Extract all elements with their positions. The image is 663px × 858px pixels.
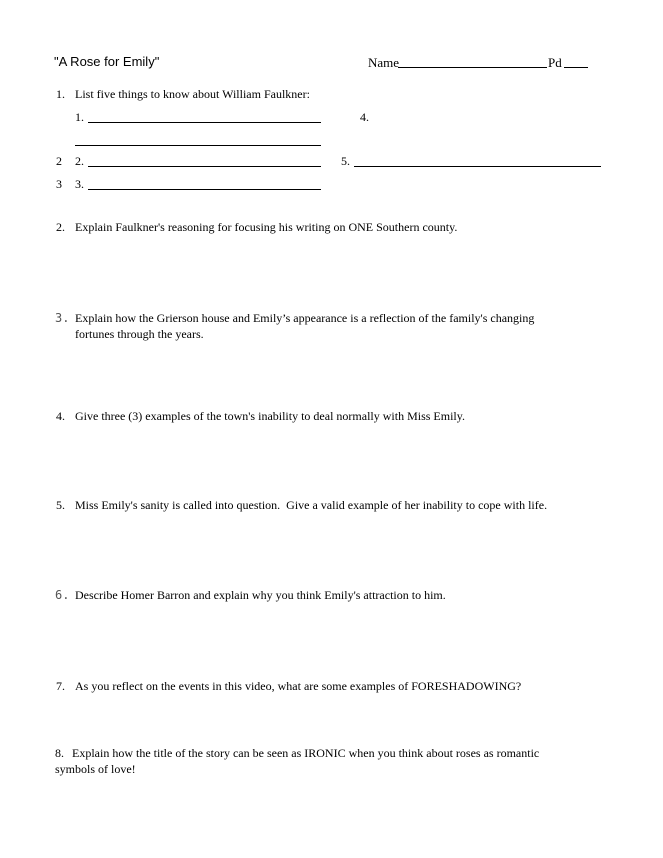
q3-prompt-line-2: fortunes through the years.: [75, 327, 204, 341]
worksheet-title: "A Rose for Emily": [54, 54, 160, 69]
q1-number: 1.: [56, 87, 65, 101]
q1-item-3-label: 3.: [75, 177, 84, 191]
q7-number: 7.: [56, 679, 65, 693]
q8-number: 8.: [55, 746, 64, 760]
period-field-line[interactable]: [564, 67, 588, 68]
period-label: Pd: [548, 55, 562, 70]
q1-margin-3: 3: [56, 177, 62, 191]
q6-prompt: Describe Homer Barron and explain why you think Emily's attraction to him.: [75, 588, 446, 602]
q1-item-3-line[interactable]: [88, 189, 321, 190]
q6-number: 6.: [55, 588, 70, 602]
q2-prompt: Explain Faulkner's reasoning for focusing his writing on ONE Southern county.: [75, 220, 458, 234]
q3-prompt-line-1: Explain how the Grierson house and Emily’s appearance is a reflection of the family's changing: [75, 311, 535, 325]
q8-prompt-line-1: Explain how the title of the story can be seen as IRONIC when you think about roses as romantic: [72, 746, 540, 760]
q1-item-2-line[interactable]: [88, 166, 321, 167]
q1-item-1-line[interactable]: [88, 122, 321, 123]
q3-number: 3.: [55, 311, 70, 325]
q1-prompt: List five things to know about William Faulkner:: [75, 87, 310, 101]
q2-number: 2.: [56, 220, 65, 234]
q1-item-5-line[interactable]: [354, 166, 601, 167]
q1-item-2-label: 2.: [75, 154, 84, 168]
q4-prompt: Give three (3) examples of the town's inability to deal normally with Miss Emily.: [75, 409, 465, 423]
q1-item-5-label: 5.: [341, 154, 350, 168]
q7-prompt: As you reflect on the events in this video, what are some examples of FORESHADOWING?: [75, 679, 522, 693]
q5-prompt: Miss Emily's sanity is called into question. Give a valid example of her inability to cope with life.: [75, 498, 548, 512]
q4-number: 4.: [56, 409, 65, 423]
q5-number: 5.: [56, 498, 65, 512]
name-field-line[interactable]: [398, 67, 547, 68]
name-label: Name: [368, 55, 400, 70]
q1-item-1-line-cont[interactable]: [75, 145, 321, 146]
q1-item-1-label: 1.: [75, 110, 84, 124]
q1-margin-2: 2: [56, 154, 62, 168]
q8-prompt-line-2: symbols of love!: [55, 762, 136, 776]
q1-item-4-label: 4.: [360, 110, 369, 124]
